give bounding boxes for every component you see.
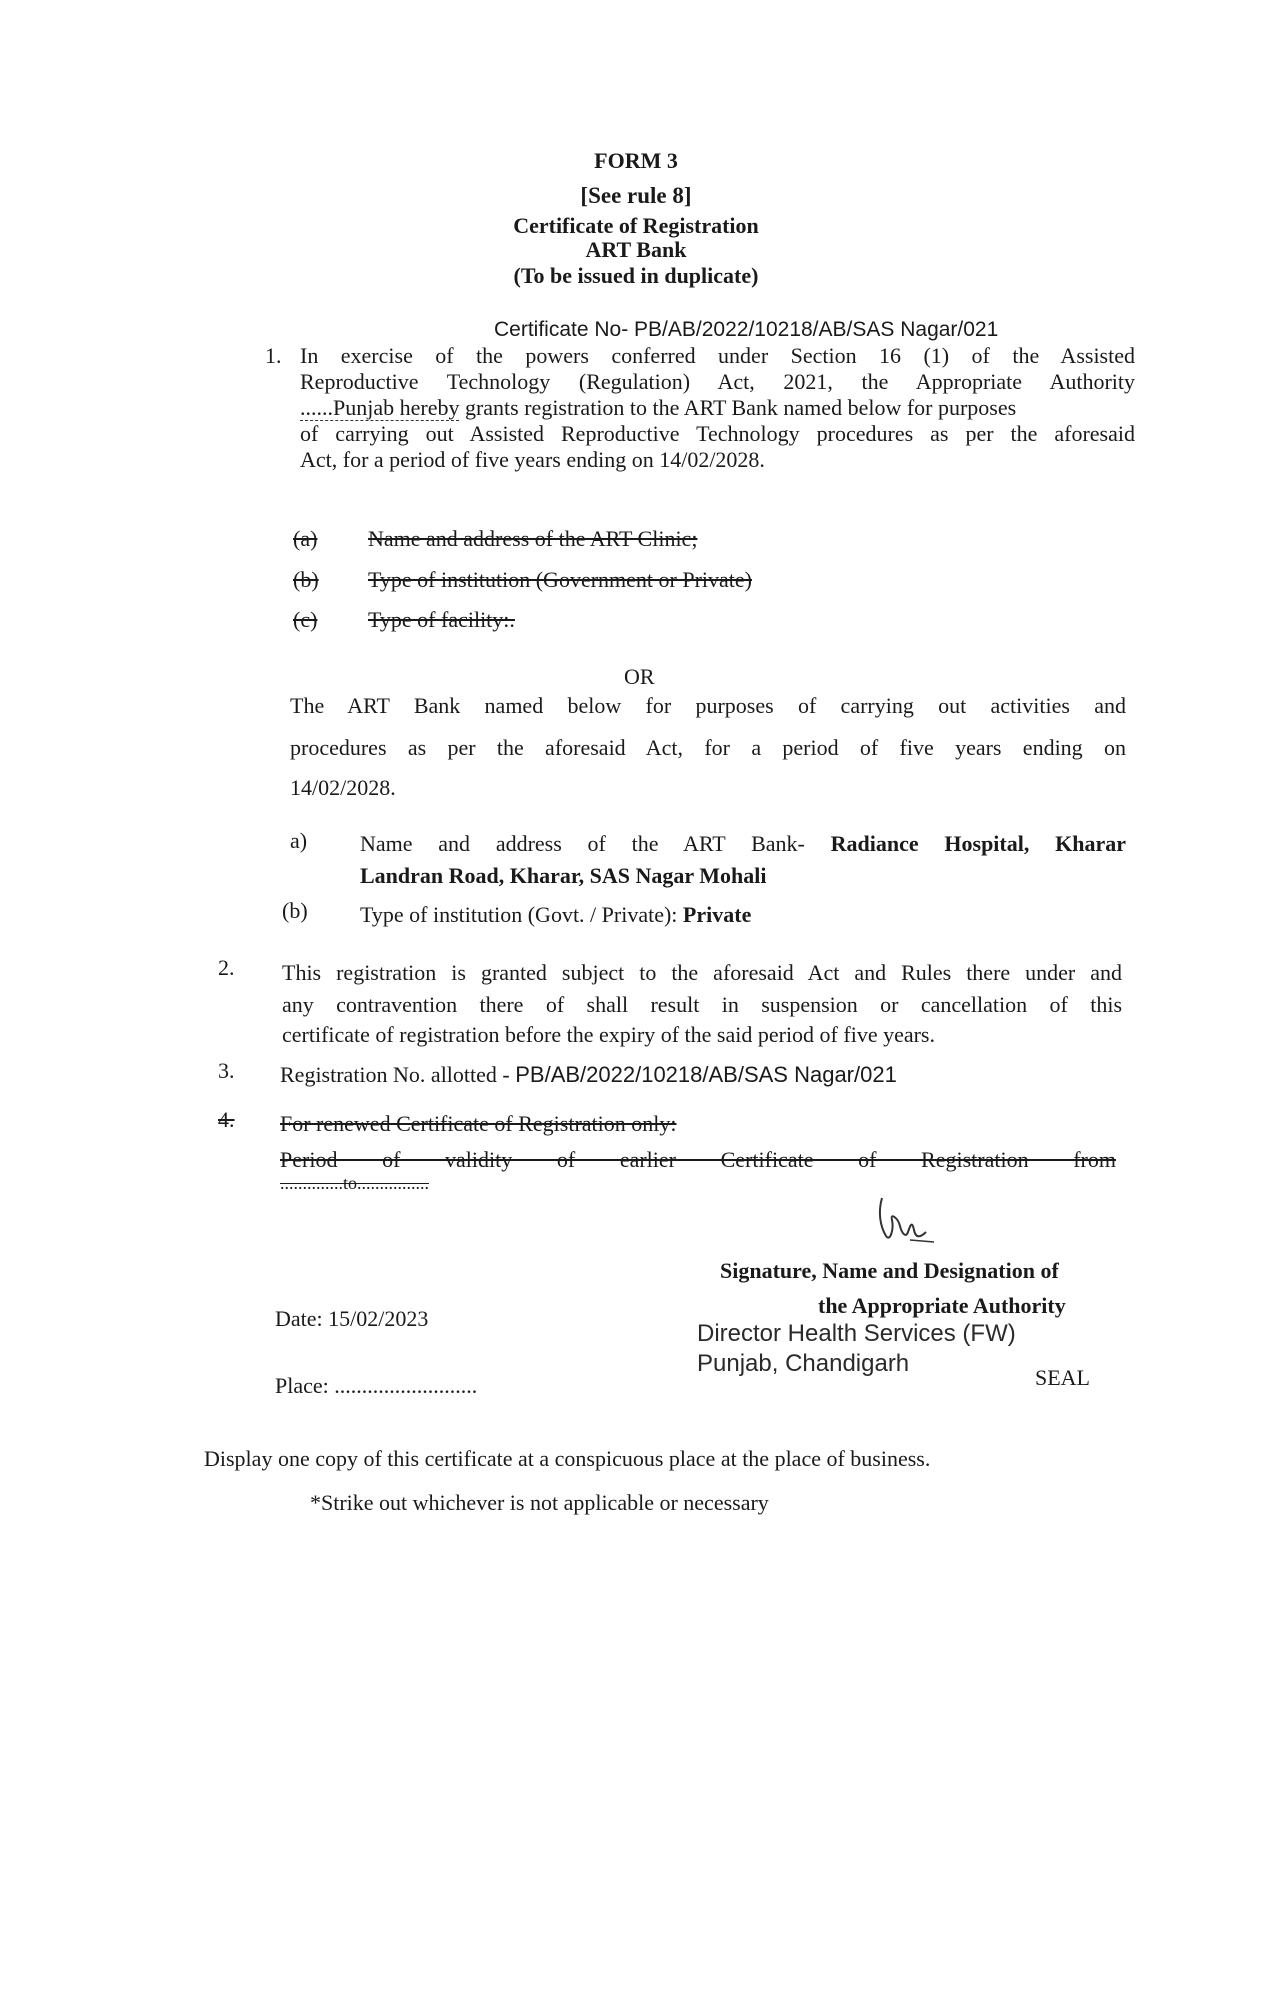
issue-note: (To be issued in duplicate) [513, 263, 759, 288]
para4-line: ..............to................ [280, 1173, 430, 1193]
struck-item-label: (c) [293, 607, 318, 632]
issue-date: Date: 15/02/2023 [275, 1306, 429, 1331]
para1-line: Reproductive Technology (Regulation) Act, 2021, the Appropriate Authority [300, 369, 1135, 394]
alt-item-prefix: Type of institution (Govt. / Private): [360, 902, 678, 927]
authority-designation: Director Health Services (FW) [697, 1320, 1016, 1347]
place-label: Place: .......................... [275, 1373, 478, 1398]
struck-item-text: Type of facility:. [368, 607, 515, 632]
alt-item-label: (b) [282, 898, 308, 923]
signature-caption: Signature, Name and Designation of [720, 1258, 1059, 1283]
alt-item-label: a) [290, 828, 308, 853]
institution-type: Private [682, 902, 752, 927]
para2-line: This registration is granted subject to the aforesaid Act and Rules there under and [282, 960, 1122, 985]
para1-line-text: grants registration to the ART Bank named below for purposes [464, 395, 1017, 420]
struck-item-text: Name and address of the ART Clinic; [368, 526, 698, 551]
para2-number: 2. [218, 955, 235, 980]
alt-item-prefix: Name and address of the ART Bank- [360, 831, 805, 856]
strike-note: *Strike out whichever is not applicable or necessary [310, 1490, 769, 1515]
para1-line: Act, for a period of five years ending on 14/02/2028. [300, 447, 765, 472]
alt-item-line [360, 831, 1126, 857]
para1-line [300, 395, 1135, 421]
signature-caption: the Appropriate Authority [818, 1293, 1066, 1318]
alt-para-line: procedures as per the aforesaid Act, for a period of five years ending on [290, 735, 1126, 760]
para1-number: 1. [265, 343, 282, 368]
para3-number: 3. [218, 1058, 235, 1083]
alt-para-line: 14/02/2028. [290, 775, 396, 800]
para1-line: In exercise of the powers conferred under Section 16 (1) of the Assisted [300, 343, 1135, 368]
display-note: Display one copy of this certificate at a conspicuous place at the place of business. [204, 1446, 931, 1471]
certificate-title: Certificate of Registration [513, 213, 759, 238]
struck-item-label: (a) [293, 526, 318, 551]
signature-mark [868, 1190, 948, 1250]
para2-line: any contravention there of shall result in suspension or cancellation of this [282, 992, 1122, 1017]
struck-item-text: Type of institution (Government or Private) [368, 567, 752, 592]
para4-number: 4. [218, 1107, 235, 1132]
form-title: FORM 3 [594, 148, 678, 173]
authority-fill: ......Punjab hereby [300, 395, 460, 420]
or-separator: OR [624, 664, 655, 689]
entity-title: ART Bank [585, 237, 687, 262]
para3-line [280, 1062, 897, 1088]
authority-location: Punjab, Chandigarh [697, 1350, 910, 1377]
art-bank-address: Landran Road, Kharar, SAS Nagar Mohali [360, 863, 767, 888]
alt-para-line: The ART Bank named below for purposes of carrying out activities and [290, 693, 1126, 718]
seal-label: SEAL [1035, 1365, 1090, 1390]
para2-line: certificate of registration before the expiry of the said period of five years. [282, 1022, 935, 1047]
registration-number: PB/AB/2022/10218/AB/SAS Nagar/021 [515, 1062, 897, 1087]
alt-item-line [360, 902, 751, 928]
para4-title: For renewed Certificate of Registration only: [280, 1111, 677, 1136]
certificate-number: Certificate No- PB/AB/2022/10218/AB/SAS Nagar/021 [494, 318, 999, 341]
para4-line: Period of validity of earlier Certificate of Registration from [280, 1147, 1116, 1172]
struck-item-label: (b) [293, 567, 319, 592]
registration-label: Registration No. allotted - [280, 1062, 510, 1087]
art-bank-name: Radiance Hospital, Kharar [830, 831, 1126, 856]
rule-reference: [See rule 8] [580, 183, 692, 208]
para1-line: of carrying out Assisted Reproductive Technology procedures as per the aforesaid [300, 421, 1135, 446]
